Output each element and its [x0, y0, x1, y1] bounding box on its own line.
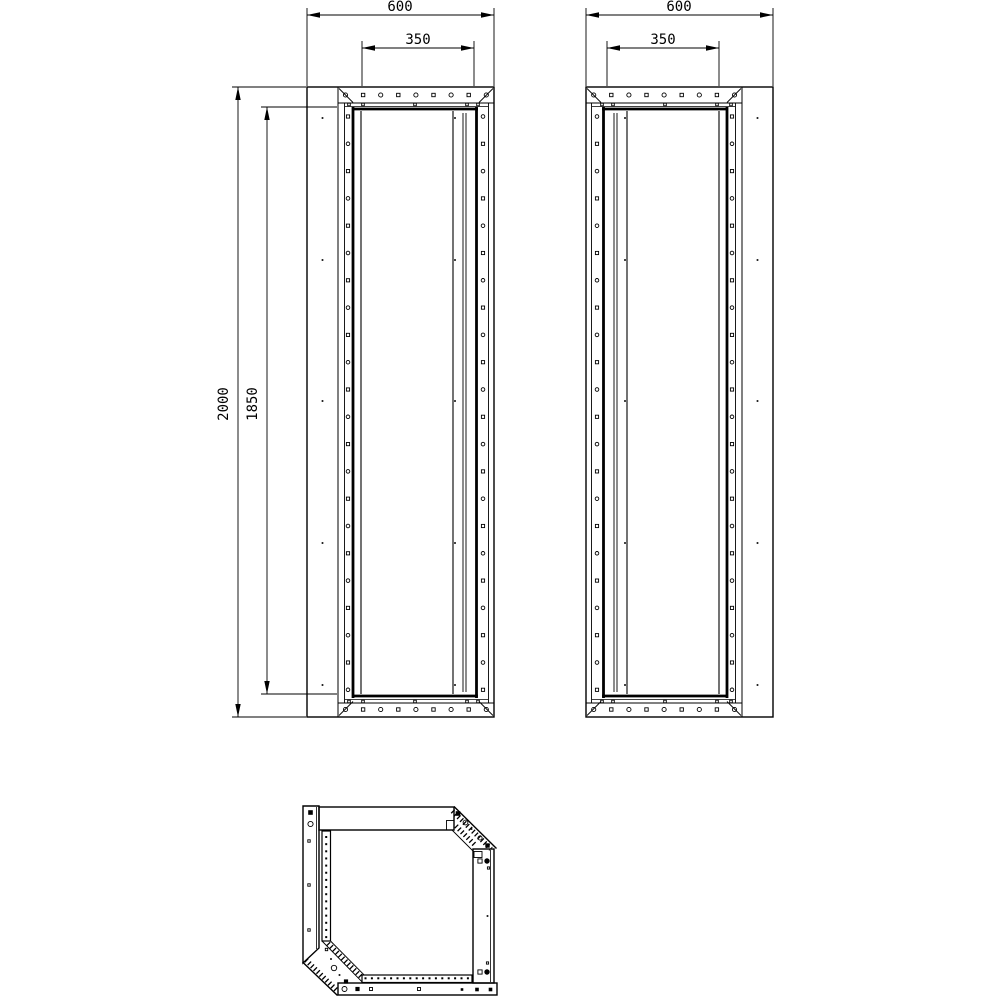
hole	[454, 977, 456, 979]
hole	[346, 170, 349, 173]
hole	[346, 115, 349, 118]
notch	[474, 852, 482, 858]
hole	[397, 93, 400, 96]
hole	[595, 224, 599, 228]
dim-label-inner-height: 1850	[245, 387, 261, 421]
hole	[481, 470, 484, 473]
hole	[610, 708, 613, 711]
hole	[481, 169, 485, 173]
panel-dot	[322, 542, 324, 544]
arrowhead	[607, 45, 620, 50]
hole	[346, 360, 350, 364]
panel-dot	[624, 400, 626, 402]
hole	[730, 661, 733, 664]
hole	[403, 977, 405, 979]
hole	[325, 915, 327, 917]
dim-label-width-left: 600	[387, 0, 413, 15]
hole	[730, 279, 733, 282]
hole	[331, 965, 336, 970]
section-view	[303, 806, 498, 996]
hole	[346, 306, 350, 310]
hole	[612, 103, 615, 106]
hole	[390, 977, 392, 979]
line	[339, 89, 353, 103]
hole	[371, 977, 373, 979]
hole	[481, 388, 485, 392]
arrowhead	[760, 12, 773, 17]
hole	[730, 306, 734, 310]
hole	[346, 251, 350, 255]
hole	[325, 850, 327, 852]
hole	[346, 388, 349, 391]
hole	[595, 279, 599, 283]
hole	[414, 700, 417, 703]
hole	[325, 948, 327, 950]
hole	[361, 708, 364, 711]
dim-label-inner-width-right: 350	[650, 32, 676, 48]
hole	[664, 700, 667, 703]
hole	[449, 707, 453, 711]
hole	[325, 922, 327, 924]
hole	[595, 333, 599, 337]
hole	[348, 103, 351, 106]
arrowhead	[264, 107, 269, 120]
hole	[730, 700, 733, 703]
hole	[325, 857, 327, 859]
hole	[680, 708, 683, 711]
hole	[325, 908, 327, 910]
hole	[448, 977, 450, 979]
hole	[595, 415, 598, 418]
hole	[697, 93, 701, 97]
dim-label-height: 2000	[216, 387, 232, 421]
hole	[595, 470, 598, 473]
panel-dot	[624, 684, 626, 686]
hole	[595, 169, 599, 173]
top-bar	[319, 807, 454, 830]
line	[339, 702, 353, 716]
hole	[730, 497, 733, 500]
hole	[325, 865, 327, 867]
hole	[346, 142, 350, 146]
hole	[325, 929, 327, 931]
hole	[481, 552, 485, 556]
hole	[481, 279, 485, 283]
dimension-labels	[216, 0, 692, 421]
hole	[362, 103, 365, 106]
hole	[346, 197, 350, 201]
hole	[477, 700, 480, 703]
hole	[627, 707, 631, 711]
hatch-band	[328, 944, 362, 978]
hole	[481, 661, 485, 665]
hole	[595, 197, 598, 200]
hole	[730, 552, 733, 555]
hole	[342, 987, 347, 992]
hole	[418, 988, 421, 991]
hole	[346, 552, 349, 555]
hole	[730, 443, 733, 446]
dim-label-inner-width-left: 350	[405, 32, 431, 48]
hole	[481, 333, 485, 337]
arrowhead	[307, 12, 320, 17]
hole	[730, 415, 734, 419]
hole	[645, 93, 648, 96]
arrowhead	[235, 87, 240, 100]
panel-dot	[322, 259, 324, 261]
hole	[346, 443, 349, 446]
hole	[477, 103, 480, 106]
hole	[461, 988, 464, 991]
panel-dot	[757, 542, 759, 544]
hole	[730, 333, 733, 336]
hole	[730, 388, 733, 391]
hole	[466, 700, 469, 703]
hole	[680, 93, 683, 96]
hole	[592, 707, 596, 711]
hole	[346, 606, 349, 609]
hole	[595, 388, 599, 392]
hole	[730, 688, 734, 692]
hole	[715, 708, 718, 711]
hatch-band	[306, 960, 338, 992]
hole	[730, 170, 733, 173]
hole	[627, 93, 631, 97]
hole	[481, 415, 484, 418]
hole	[481, 251, 484, 254]
hole	[481, 688, 484, 691]
hole	[484, 707, 488, 711]
hole	[487, 867, 489, 869]
panel-dot	[757, 259, 759, 261]
line	[587, 89, 601, 103]
hole	[346, 470, 350, 474]
hole	[481, 497, 485, 501]
panel-dot	[454, 684, 456, 686]
dimensions	[232, 8, 773, 717]
hole	[730, 524, 734, 528]
hole	[362, 700, 365, 703]
hole	[377, 977, 379, 979]
hole	[384, 977, 386, 979]
hole	[481, 142, 484, 145]
line	[727, 89, 741, 103]
panel-dot	[322, 400, 324, 402]
hole	[730, 197, 734, 201]
hole	[730, 470, 734, 474]
hole	[595, 361, 598, 364]
hole	[346, 524, 350, 528]
hatch-band	[456, 826, 476, 846]
hole	[325, 886, 327, 888]
hole	[466, 103, 469, 106]
hole	[346, 333, 349, 336]
hole	[325, 872, 327, 874]
notch	[447, 821, 455, 831]
hole	[481, 361, 484, 364]
hole	[730, 142, 734, 146]
hole	[595, 634, 598, 637]
hole	[346, 224, 349, 227]
front-view-right	[586, 87, 773, 717]
hole	[716, 103, 719, 106]
hole	[429, 977, 431, 979]
hole	[481, 442, 485, 446]
hole	[595, 251, 598, 254]
hole	[487, 915, 489, 917]
panel-dot	[624, 117, 626, 119]
hole	[467, 708, 470, 711]
hole	[325, 936, 327, 938]
hole	[662, 93, 666, 97]
hole	[355, 987, 359, 991]
hole	[414, 707, 418, 711]
hole	[730, 633, 734, 637]
front-view-left	[307, 87, 494, 717]
hole	[379, 93, 383, 97]
hole	[379, 707, 383, 711]
hole	[601, 700, 604, 703]
hole	[467, 93, 470, 96]
hole	[595, 524, 598, 527]
hole	[325, 893, 327, 895]
line	[587, 702, 601, 716]
hole	[595, 661, 599, 665]
line	[479, 702, 493, 716]
panel-dot	[624, 259, 626, 261]
hole	[409, 977, 411, 979]
inner-rail	[322, 831, 331, 941]
hole	[325, 879, 327, 881]
hole	[595, 442, 599, 446]
hole	[697, 707, 701, 711]
arrowhead	[264, 681, 269, 694]
arrowhead	[481, 12, 494, 17]
hole	[730, 606, 733, 609]
panel-dot	[757, 684, 759, 686]
line	[727, 702, 741, 716]
hole	[432, 708, 435, 711]
panel-dot	[454, 117, 456, 119]
hole	[664, 103, 667, 106]
hole	[481, 306, 484, 309]
hole	[595, 142, 598, 145]
hole	[346, 279, 349, 282]
hole	[730, 224, 733, 227]
panel-dot	[454, 259, 456, 261]
hole	[308, 884, 310, 886]
arrowhead	[235, 704, 240, 717]
hole	[481, 579, 484, 582]
hole	[481, 524, 484, 527]
hole	[645, 708, 648, 711]
arrowhead	[706, 45, 719, 50]
hole	[397, 977, 399, 979]
hole	[325, 843, 327, 845]
hole	[422, 977, 424, 979]
hole	[481, 606, 485, 610]
hole	[595, 579, 598, 582]
hole	[478, 970, 482, 974]
hole	[730, 251, 734, 255]
hole	[662, 707, 666, 711]
hole	[308, 810, 313, 815]
panel-dot	[757, 117, 759, 119]
hole	[325, 836, 327, 838]
hole	[730, 115, 733, 118]
arrowhead	[362, 45, 375, 50]
hole	[730, 103, 733, 106]
hole	[435, 977, 437, 979]
hole	[610, 93, 613, 96]
chamfer-edge	[303, 962, 338, 996]
hole	[595, 115, 599, 119]
hole	[475, 988, 479, 992]
hole	[416, 977, 418, 979]
panel-dot	[624, 542, 626, 544]
hole	[397, 708, 400, 711]
panel-dot	[454, 542, 456, 544]
hole	[308, 821, 313, 826]
hole	[449, 93, 453, 97]
panel-dot	[322, 117, 324, 119]
hole	[346, 579, 350, 583]
hole	[414, 103, 417, 106]
hole	[481, 224, 485, 228]
hole	[478, 859, 482, 863]
hole	[346, 688, 350, 692]
hole	[308, 840, 310, 842]
arrowhead	[461, 45, 474, 50]
hole	[339, 974, 341, 976]
hole	[346, 497, 349, 500]
hole	[730, 579, 734, 583]
hole	[481, 115, 485, 119]
hole	[485, 843, 489, 847]
hole	[595, 552, 599, 556]
hole	[601, 103, 604, 106]
dim-label-width-right: 600	[666, 0, 692, 15]
hole	[456, 811, 461, 816]
panel-dot	[454, 400, 456, 402]
hole	[484, 858, 489, 863]
panel-dot	[757, 400, 759, 402]
hole	[432, 93, 435, 96]
panel-dot	[322, 684, 324, 686]
hole	[715, 93, 718, 96]
hole	[730, 360, 734, 364]
hole	[595, 306, 598, 309]
hole	[325, 900, 327, 902]
hole	[484, 969, 489, 974]
hole	[414, 93, 418, 97]
hole	[330, 958, 332, 960]
hole	[344, 979, 348, 983]
hole	[441, 977, 443, 979]
hole	[365, 977, 367, 979]
hole	[481, 197, 484, 200]
hole	[346, 661, 349, 664]
hole	[595, 688, 598, 691]
hole	[471, 828, 473, 830]
arrowhead	[586, 12, 599, 17]
hole	[481, 634, 484, 637]
chamfer-edge	[322, 941, 362, 982]
hole	[486, 962, 488, 964]
hole	[716, 700, 719, 703]
hole	[461, 977, 463, 979]
hole	[308, 929, 310, 931]
hole	[370, 988, 373, 991]
line	[479, 89, 493, 103]
hole	[595, 497, 599, 501]
hole	[361, 93, 364, 96]
hole	[612, 700, 615, 703]
hole	[346, 633, 350, 637]
hole	[348, 700, 351, 703]
hole	[489, 988, 493, 992]
hole	[346, 415, 350, 419]
hole	[467, 977, 469, 979]
hole	[595, 606, 599, 610]
